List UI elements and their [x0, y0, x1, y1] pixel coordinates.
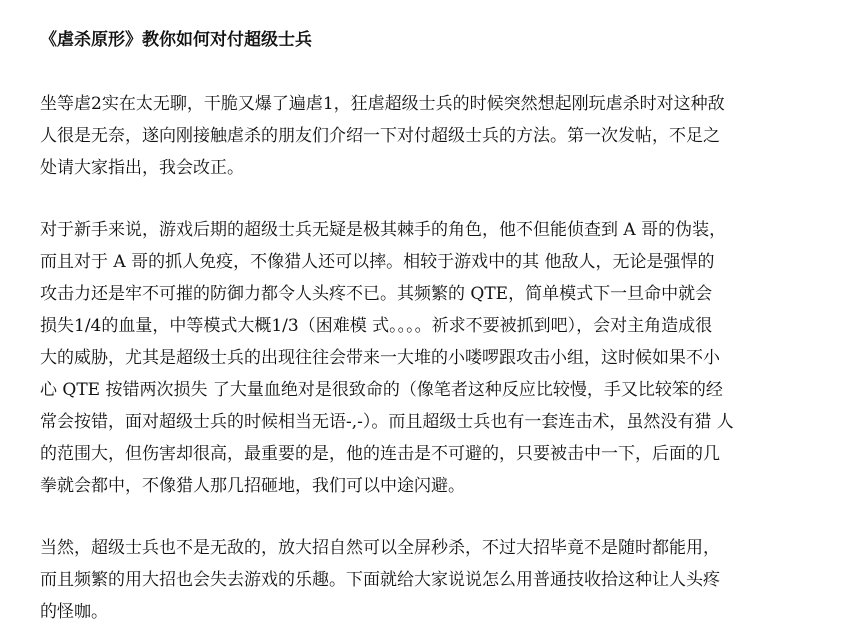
paragraph-line: 损失1/4的血量，中等模式大概1/3（困难模 式。。。。祈求不要被抓到吧），会对主角造成很: [40, 316, 713, 336]
paragraph-line: 的范围大，但伤害却很高，最重要的是，他的连击是不可避的，只要被击中一下，后面的几: [40, 444, 720, 464]
paragraph-line: 对于新手来说，游戏后期的超级士兵无疑是极其棘手的角色，他不但能侦查到 A 哥的伪装，: [40, 220, 727, 240]
paragraph-line: 攻击力还是牢不可摧的防御力都令人头疼不已。其频繁的 QTE，简单模式下一旦命中就会: [40, 284, 713, 304]
paragraph-line: 拳就会都中，不像猎人那几招砸地，我们可以中途闪避。: [40, 476, 465, 496]
paragraph-line: 坐等虐2实在太无聊，干脆又爆了遍虐1，狂虐超级士兵的时候突然想起刚玩虐杀时对这种敌: [40, 94, 725, 114]
paragraph-conclusion: [40, 532, 840, 628]
paragraph-line: 处请大家指出，我会改正。: [40, 158, 244, 178]
article: [40, 28, 840, 628]
paragraph-analysis: [40, 214, 840, 502]
paragraph-line: 的怪咖。: [40, 602, 108, 622]
paragraph-line: 心 QTE 按错两次损失 了大量血绝对是很致命的（像笔者这种反应比较慢，手又比较笨的经: [40, 380, 723, 400]
paragraph-line: 人很是无奈，遂向刚接触虐杀的朋友们介绍一下对付超级士兵的方法。第一次发帖，不足之: [40, 126, 720, 146]
paragraph-line: 而且对于 A 哥的抓人免疫，不像猎人还可以摔。相较于游戏中的其 他敌人，无论是强悍的: [40, 252, 715, 272]
paragraph-line: 而且频繁的用大招也会失去游戏的乐趣。下面就给大家说说怎么用普通技收拾这种让人头疼: [40, 570, 720, 590]
article-title: 《虐杀原形》教你如何对付超级士兵: [40, 30, 312, 50]
paragraph-line: 常会按错，面对超级士兵的时候相当无语-,-）。而且超级士兵也有一套连击术，虽然没有猎 人: [40, 412, 734, 432]
paragraph-intro: [40, 88, 840, 184]
paragraph-line: 大的威胁，尤其是超级士兵的出现往往会带来一大堆的小喽啰跟攻击小组，这时候如果不小: [40, 348, 720, 368]
paragraph-line: 当然，超级士兵也不是无敌的，放大招自然可以全屏秒杀，不过大招毕竟不是随时都能用，: [40, 538, 720, 558]
